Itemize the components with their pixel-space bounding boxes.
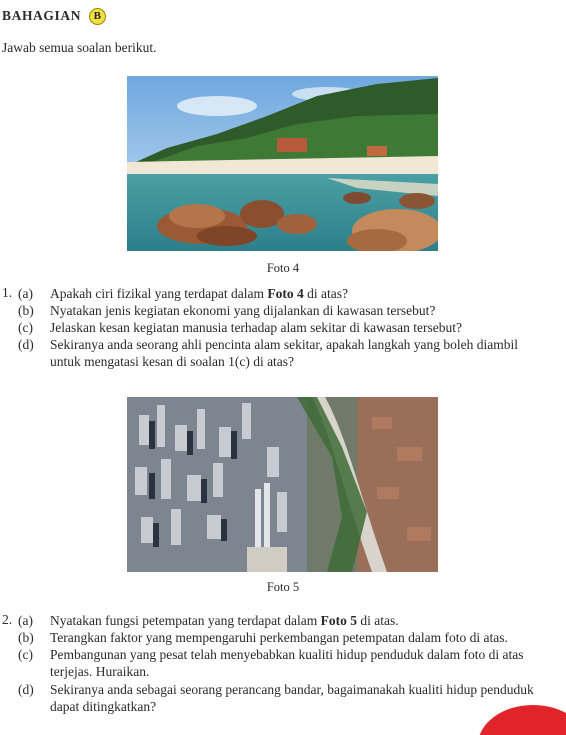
question-2a <box>18 612 564 629</box>
section-badge: B <box>89 8 106 25</box>
question-2a-bold: Foto 5 <box>320 613 358 628</box>
question-2d-line2: dapat ditingkatkan? <box>50 699 157 714</box>
question-1a-pre: Apakah ciri fizikal yang terdapat dalam <box>50 286 265 301</box>
question-1a-text <box>50 285 348 302</box>
city-aerial-image <box>127 397 438 572</box>
section-heading <box>2 8 106 25</box>
question-2a-text <box>50 612 399 629</box>
question-1d-line2: untuk mengatasi kesan di soalan 1(c) di atas? <box>50 354 295 369</box>
question-1c-text: Jelaskan kesan kegiatan manusia terhadap alam sekitar di kawasan tersebut? <box>50 320 462 335</box>
question-1b <box>18 302 558 319</box>
question-2a-pre: Nyatakan fungsi petempatan yang terdapat dalam <box>50 613 318 628</box>
photo-4-caption: Foto 4 <box>266 261 300 275</box>
question-1a <box>18 285 558 302</box>
question-1c <box>18 319 558 336</box>
question-1c-label: (c) <box>18 320 33 335</box>
question-2d-line1: Sekiranya anda sebagai seorang perancang bandar, bagaimanakah kualiti hidup penduduk <box>50 682 534 697</box>
question-2c <box>18 646 564 680</box>
question-1d-line1: Sekiranya anda seorang ahli pencinta alam sekitar, apakah langkah yang boleh diambil <box>50 337 519 352</box>
question-2d-label: (d) <box>18 682 34 697</box>
decorative-red-shape <box>470 705 566 735</box>
beach-image <box>127 76 438 251</box>
question-2c-label: (c) <box>18 647 33 662</box>
instruction-text: Jawab semua soalan berikut. <box>2 40 157 55</box>
question-2-number: 2. <box>2 612 13 627</box>
question-1-number: 1. <box>2 285 13 300</box>
photo-5-city <box>127 397 438 572</box>
question-1d <box>18 336 558 370</box>
question-2b <box>18 629 564 646</box>
question-2a-label: (a) <box>18 613 33 628</box>
photo-5-caption: Foto 5 <box>266 580 300 594</box>
section-title: BAHAGIAN <box>2 8 82 23</box>
question-1b-label: (b) <box>18 303 34 318</box>
question-1a-bold: Foto 4 <box>267 286 304 301</box>
question-1b-text: Nyatakan jenis kegiatan ekonomi yang dijalankan di kawasan tersebut? <box>50 303 436 318</box>
photo-4-beach <box>127 76 438 251</box>
question-1d-label: (d) <box>18 337 34 352</box>
question-1a-label: (a) <box>18 286 33 301</box>
question-2c-line1: Pembangunan yang pesat telah menyebabkan kualiti hidup penduduk dalam foto di atas <box>50 647 524 662</box>
question-1a-post: di atas? <box>307 286 349 301</box>
question-2c-line2: terjejas. Huraikan. <box>50 664 150 679</box>
question-2b-text: Terangkan faktor yang mempengaruhi perkembangan petempatan dalam foto di atas. <box>50 630 508 645</box>
question-2a-post: di atas. <box>360 613 399 628</box>
question-2b-label: (b) <box>18 630 34 645</box>
